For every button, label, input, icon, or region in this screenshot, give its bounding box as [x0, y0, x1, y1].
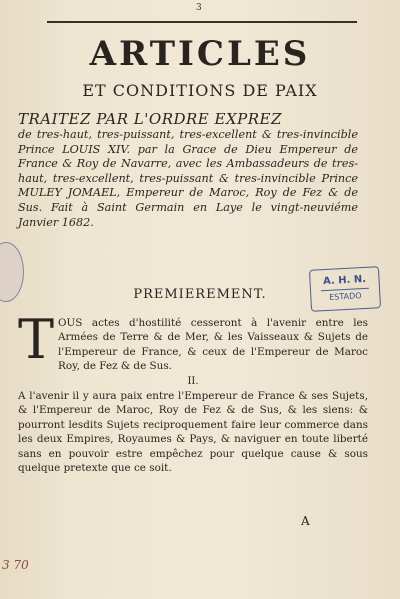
margin-handwritten-marks: 3 70 — [2, 558, 29, 572]
intro-paragraph — [18, 110, 358, 230]
document-subtitle: ET CONDITIONS DE PAIX — [82, 81, 318, 100]
article-two-heading: II. — [187, 375, 199, 387]
stamp-line-2: ESTADO — [321, 288, 370, 302]
articles-body — [18, 308, 368, 475]
drop-cap: T — [18, 308, 55, 371]
article-one-text: OUS actes d'hostilité cesseront à l'avenir entre les Armées de Terre & de Mer, & les Vaisseaux & Sujets de l'Empereur de France, & ceux de l'Empereur de Maroc Roy, de Fez & de Sus. — [58, 317, 368, 373]
page-number: 3 — [196, 3, 202, 13]
stamp-line-1: A. H. N. — [322, 273, 367, 288]
intro-first-line: TRAITEZ PAR L'ORDRE EXPREZ — [18, 110, 282, 128]
catchword: A — [301, 514, 310, 528]
document-title: ARTICLES — [89, 34, 311, 74]
intro-text: de tres-haut, tres-puissant, tres-excellent & tres-invincible Prince LOUIS XIV. par la Grace de Dieu Empereur de France & Roy de Navarre, avec les Ambassadeurs de tres-haut, tres-excellent, tres-puissant & tres-invincible Prince MULEY JOMAEL, Empereur de Maroc, Roy de Fez & de Sus. Fait à Saint Germain en Laye le vingt-neuviéme Janvier 1682. — [18, 128, 358, 229]
section-heading: PREMIEREMENT. — [133, 287, 267, 302]
article-two-text: A l'avenir il y aura paix entre l'Empereur de France & ses Sujets, & l'Empereur de Maroc, Roy de Fez & de Sus, & les siens: & pourront lesdits Sujets reciproquement faire leur commerce dans les deux Empires, Royaumes & Pays, & naviguer en toute liberté sans en pouvoir estre empêchez pour quelque cause & sous quelque pretexte que ce soit. — [18, 390, 368, 475]
top-rule — [47, 21, 357, 23]
